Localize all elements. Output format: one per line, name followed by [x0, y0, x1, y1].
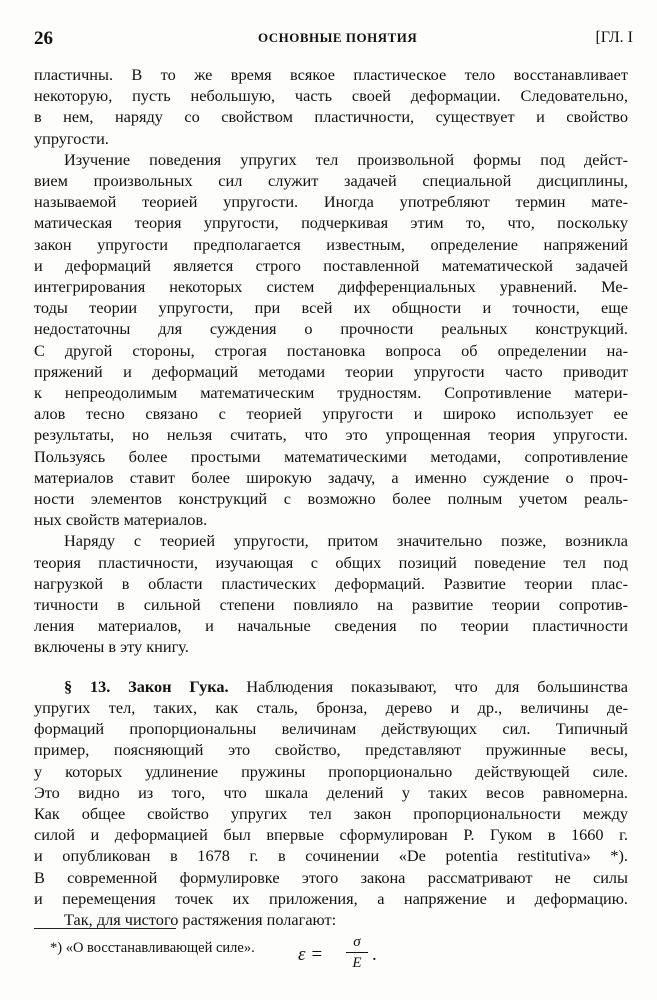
fraction-denominator: E	[352, 955, 362, 972]
paragraph-3	[34, 530, 628, 657]
text-line: результаты, но нельзя считать, что это упрощенная теория упругости.	[34, 425, 628, 445]
formula-lhs: ε =	[298, 944, 324, 966]
text-line: к непреодолимым математическим трудностям. Сопротивление матери-	[34, 383, 628, 403]
text-line: ных свойств материалов.	[34, 510, 208, 530]
text-line: Наряду с теорией упругости, притом значительно позже, возникла	[64, 531, 628, 551]
text-line: упругих тел, таких, как сталь, бронза, дерево и др., величины де-	[34, 697, 628, 717]
footnote: *) «О восстанавливающей силе».	[50, 940, 255, 956]
text-line: и перемещения точек их приложения, а напряжение и деформацию.	[34, 888, 628, 908]
text-line: ности элементов конструкций с возможно более полным учетом реаль-	[34, 489, 628, 509]
running-title: ОСНОВНЫЕ ПОНЯТИЯ	[258, 30, 418, 45]
text-line: Изучение поведения упругих тел произвольной формы под дейст-	[64, 149, 628, 169]
formula-fraction	[346, 934, 368, 971]
text-line: пример, поясняющий это свойство, представляют пружинные весы,	[34, 740, 628, 760]
text-line: ления материалов, и начальные сведения по теории пластичности	[34, 616, 628, 636]
text-line: включены в эту книгу.	[34, 637, 189, 657]
section-heading: § 13. Закон Гука.	[64, 676, 229, 696]
text-line: алов тесно связано с теорией упругости и широко использует ее	[34, 404, 628, 424]
text-fragment: Наблюдения показывают, что для большинства	[228, 676, 628, 696]
text-line: интегрирования некоторых систем дифференциальных уравнений. Ме-	[34, 277, 628, 297]
fraction-numerator: σ	[353, 934, 361, 951]
text-line: В современной формулировке этого закона рассматривают не силы	[34, 867, 628, 887]
text-line: силой и деформацией был впервые сформулирован Р. Гуком в 1660 г.	[34, 825, 628, 845]
page-number: 26	[34, 28, 53, 49]
paragraph-2	[34, 149, 628, 531]
text-line: Так, для чистого растяжения полагают:	[64, 909, 337, 929]
section-gap	[34, 658, 628, 676]
text-line: пластичны. В то же время всякое пластическое тело восстанавливает	[34, 65, 628, 84]
text-line: упругости.	[34, 128, 109, 148]
text-line: некоторую, пусть небольшую, часть своей деформации. Следовательно,	[34, 86, 628, 106]
footnote-rule	[34, 928, 176, 929]
paragraph-5	[34, 909, 628, 930]
text-line: вием произвольных сил служит задачей специальной дисциплины,	[34, 171, 628, 191]
text-line: Это видно из того, что шкала делений у таких весов равномерна.	[34, 782, 628, 802]
text-line: у которых удлинение пружины пропорционально действующей силе.	[34, 761, 628, 781]
page-header	[34, 28, 633, 52]
formula-period: .	[372, 944, 377, 966]
text-line	[34, 676, 628, 697]
text-line: пряжений и деформаций методами теории упругости часто приводит	[34, 361, 628, 381]
text-line: Как общее свойство упругих тел закон пропорциональности между	[34, 803, 628, 823]
text-line: материалов ставит более широкую задачу, а именно суждение о проч-	[34, 467, 628, 487]
text-line: теория пластичности, изучающая с общих позиций поведение тел под	[34, 552, 628, 572]
paragraph-1	[34, 64, 628, 149]
text-line: закон упругости предполагается известным, определение напряжений	[34, 234, 628, 254]
chapter-label: [ГЛ. I	[595, 29, 633, 46]
text-line: и деформаций является строго поставленной математической задачей	[34, 255, 628, 275]
page-body	[34, 64, 628, 980]
section-13	[34, 676, 628, 909]
text-line: называемой теорией упругости. Иногда употребляют термин мате-	[34, 192, 628, 212]
text-line: недостаточны для суждения о прочности реальных конструкций.	[34, 319, 628, 339]
text-line: Пользуясь более простыми математическими методами, сопротивление	[34, 446, 628, 466]
text-line: формаций пропорциональны величинам действующих сил. Типичный	[34, 719, 628, 739]
text-line: матическая теория упругости, подчеркивая этим то, что, поскольку	[34, 213, 628, 233]
fraction-bar	[346, 952, 368, 953]
text-line: С другой стороны, строгая постановка вопроса об определении на-	[34, 340, 628, 360]
text-line: и опубликован в 1678 г. в сочинении «De potentia restitutiva» *).	[34, 846, 628, 866]
text-line: тоды теории упругости, при всей их общности и точности, еще	[34, 298, 628, 318]
text-line: нагрузкой в области пластических деформаций. Развитие теории плас-	[34, 573, 628, 593]
text-line: в нем, наряду со свойством пластичности, существует и свойство	[34, 107, 628, 127]
text-line: тичности в сильной степени повлияло на развитие теории сопротив-	[34, 595, 628, 615]
